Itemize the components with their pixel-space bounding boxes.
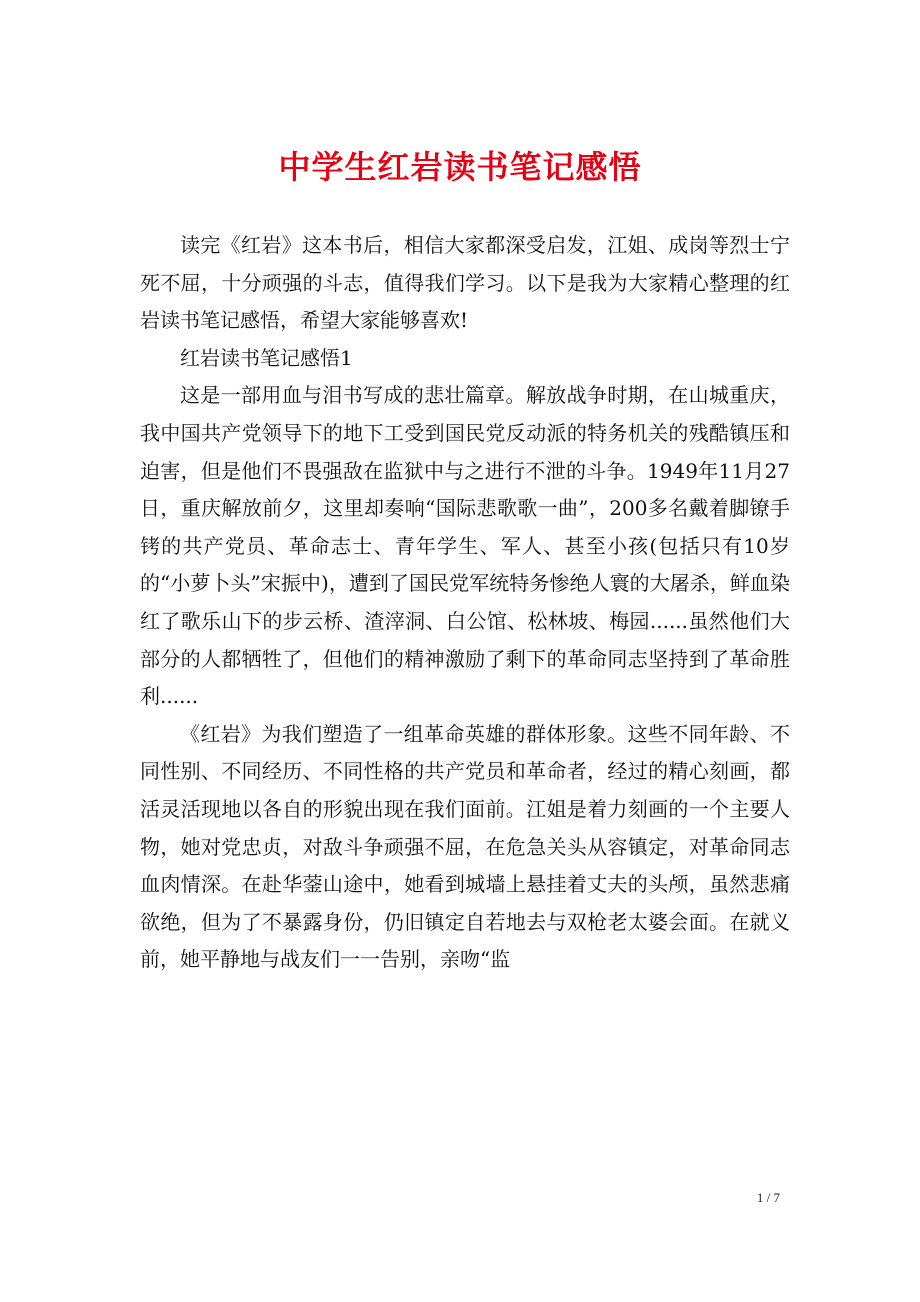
document-body bbox=[140, 227, 790, 979]
body-paragraph-1: 这是一部用血与泪书写成的悲壮篇章。解放战争时期，在山城重庆，我中国共产党领导下的地下工受到国民党反动派的特务机关的残酷镇压和迫害，但是他们不畏强敌在监狱中与之进行不泄的斗争。1949年11月27日，重庆解放前夕，这里却奏响“国际悲歌歌一曲”，200多名戴着脚镣手铐的共产党员、革命志士、青年学生、军人、甚至小孩(包括只有10岁的“小萝卜头”宋振中)，遭到了国民党军统特务惨绝人寰的大屠杀，鲜血染红了歌乐山下的步云桥、渣滓洞、白公馆、松林坡、梅园......虽然他们大部分的人都牺牲了，但他们的精神激励了剩下的革命同志坚持到了革命胜利...... bbox=[140, 383, 790, 709]
body-paragraph-2: 《红岩》为我们塑造了一组革命英雄的群体形象。这些不同年龄、不同性别、不同经历、不同性格的共产党员和革命者，经过的精心刻画，都活灵活现地以各自的形貌出现在我们面前。江姐是着力刻画的一个主要人物，她对党忠贞，对敌斗争顽强不屈，在危急关头从容镇定，对革命同志血肉情深。在赴华蓥山途中，她看到城墙上悬挂着丈夫的头颅，虽然悲痛欲绝，但为了不暴露身份，仍旧镇定自若地去与双枪老太婆会面。在就义前，她平静地与战友们一一告别，亲吻“监 bbox=[140, 721, 790, 972]
section-heading: 红岩读书笔记感悟1 bbox=[180, 345, 353, 370]
intro-paragraph: 读完《红岩》这本书后，相信大家都深受启发，江姐、成岗等烈士宁死不屈，十分顽强的斗志，值得我们学习。以下是我为大家精心整理的红岩读书笔记感悟，希望大家能够喜欢! bbox=[140, 233, 790, 333]
document-title: 中学生红岩读书笔记感悟 bbox=[278, 148, 642, 186]
page-indicator: 1 / 7 bbox=[756, 1190, 780, 1205]
